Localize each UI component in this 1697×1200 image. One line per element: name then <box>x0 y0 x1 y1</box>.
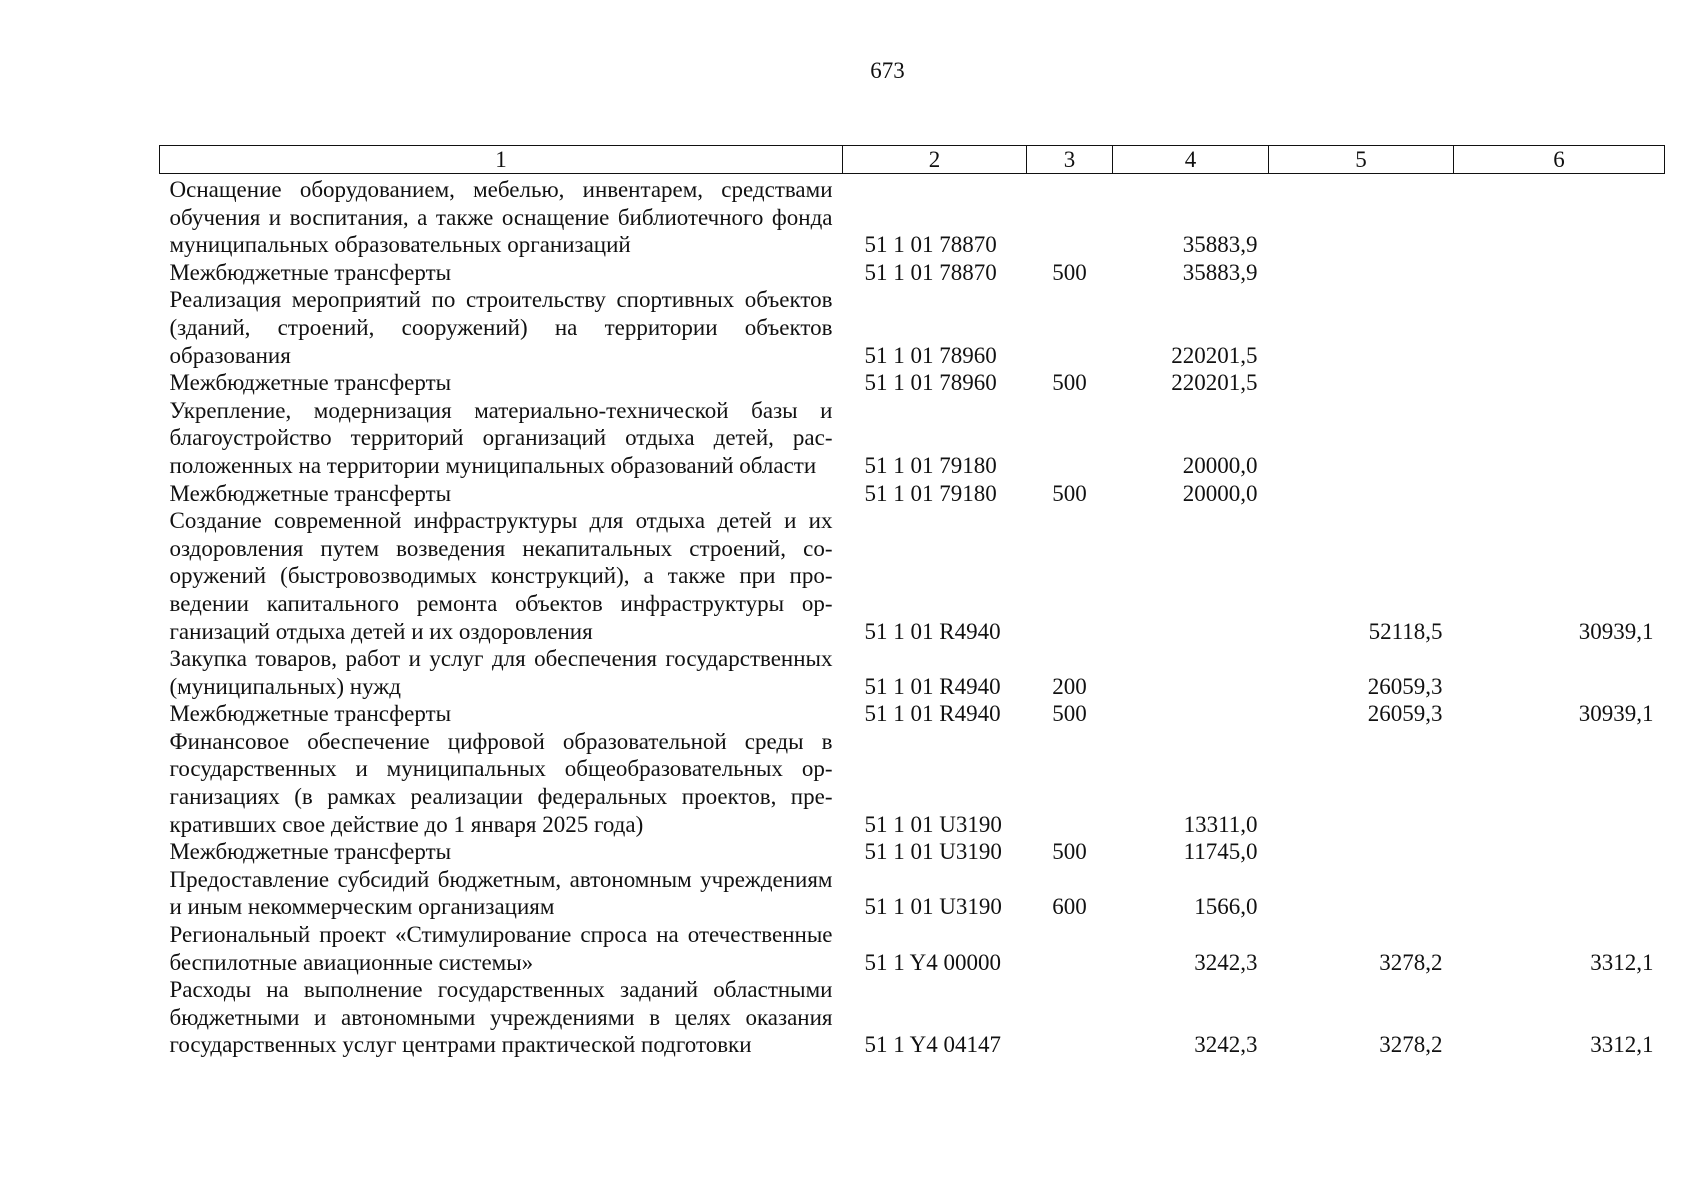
row-amount-col6 <box>1454 369 1665 397</box>
row-amount-col5 <box>1269 728 1454 838</box>
header-cell-1: 1 <box>160 146 843 174</box>
row-name: Реализация мероприятий по строительству спортивных объектов (зданий, строений, сооружений) на территории объектов образования <box>169 287 833 368</box>
row-amount-col5: 26059,3 <box>1367 673 1443 699</box>
row-amount-col5: 3278,2 <box>1379 1032 1443 1058</box>
header-cell-4: 4 <box>1113 146 1269 174</box>
row-code: 51 1 01 79180 <box>864 480 997 506</box>
row-expense-type: 500 <box>1052 701 1087 727</box>
row-amount-col6 <box>1454 174 1665 259</box>
row-amount-col6 <box>1454 480 1665 508</box>
row-amount-col4 <box>1113 645 1269 700</box>
row-code: 51 1 Y4 00000 <box>864 949 1002 975</box>
table-row <box>160 838 1665 866</box>
row-amount-col6: 30939,1 <box>1578 701 1654 727</box>
row-amount-col6 <box>1454 286 1665 369</box>
table-row <box>160 174 1665 259</box>
row-amount-col4: 3242,3 <box>1194 949 1258 975</box>
row-amount-col4: 20000,0 <box>1182 480 1258 506</box>
row-amount-col5 <box>1269 286 1454 369</box>
row-amount-col4: 3242,3 <box>1194 1032 1258 1058</box>
row-name: Межбюджетные трансферты <box>169 701 452 727</box>
row-amount-col5 <box>1269 397 1454 480</box>
row-code: 51 1 01 78960 <box>864 342 997 368</box>
header-row <box>160 146 1665 174</box>
row-amount-col4: 13311,0 <box>1183 811 1258 837</box>
row-expense-type <box>1027 976 1113 1059</box>
row-amount-col6: 3312,1 <box>1590 949 1654 975</box>
row-amount-col6 <box>1454 259 1665 287</box>
row-amount-col5 <box>1269 259 1454 287</box>
budget-table <box>159 145 1665 1059</box>
header-cell-6: 6 <box>1454 146 1665 174</box>
row-name: Оснащение оборудованием, мебелью, инвентарем, средствами обучения и воспитания, а также оснащение библиотечного фонда муниципальных образовательных организаций <box>169 177 833 258</box>
row-name: Межбюджетные трансферты <box>169 370 452 396</box>
row-expense-type <box>1027 286 1113 369</box>
row-name: Закупка товаров, работ и услуг для обеспечения государственных (муниципальных) нужд <box>169 646 833 699</box>
row-expense-type <box>1027 921 1113 976</box>
row-expense-type: 500 <box>1052 370 1087 396</box>
row-name: Укрепление, модернизация материально-технической базы и благоустройство территорий организаций отдыха детей, расположенных на территории муниципальных образований области <box>169 397 833 478</box>
row-amount-col5: 52118,5 <box>1368 618 1443 644</box>
table-row <box>160 976 1665 1059</box>
row-amount-col5 <box>1269 480 1454 508</box>
row-amount-col5 <box>1269 174 1454 259</box>
row-expense-type: 500 <box>1052 259 1087 285</box>
row-name: Финансовое обеспечение цифровой образовательной среды в государственных и муниципальных общеобразовательных организациях (в рамках реализации федеральных проектов, прекративших свое действие до 1 января 2025 года) <box>169 728 833 837</box>
table-row <box>160 645 1665 700</box>
row-amount-col4: 11745,0 <box>1183 839 1258 865</box>
header-cell-3: 3 <box>1027 146 1113 174</box>
table-row <box>160 507 1665 645</box>
table-row <box>160 369 1665 397</box>
row-code: 51 1 01 U3190 <box>864 811 1002 837</box>
row-amount-col5 <box>1269 369 1454 397</box>
row-expense-type: 200 <box>1052 673 1087 699</box>
table-row <box>160 480 1665 508</box>
row-amount-col6: 3312,1 <box>1590 1032 1654 1058</box>
row-expense-type: 500 <box>1052 839 1087 865</box>
table-row <box>160 866 1665 921</box>
row-code: 51 1 01 R4940 <box>864 701 1001 727</box>
row-amount-col5 <box>1269 838 1454 866</box>
row-code: 51 1 01 U3190 <box>864 894 1002 920</box>
row-name: Создание современной инфраструктуры для отдыха детей и их оздоровления путем возведения некапитальных строений, сооружений (быстровозводимых конструкций), а также при проведении капитального ремонта объектов инфраструктуры организаций отдыха детей и их оздоровления <box>169 508 833 644</box>
row-amount-col5: 26059,3 <box>1367 701 1443 727</box>
row-expense-type <box>1027 728 1113 838</box>
row-amount-col6 <box>1454 645 1665 700</box>
row-code: 51 1 01 R4940 <box>864 673 1001 699</box>
row-amount-col6 <box>1454 866 1665 921</box>
row-code: 51 1 01 78870 <box>864 259 997 285</box>
header-cell-2: 2 <box>843 146 1027 174</box>
row-name: Предоставление субсидий бюджетным, автономным учреждениям и иным некоммерческим организациям <box>169 866 833 920</box>
row-amount-col4 <box>1113 700 1269 728</box>
row-amount-col5 <box>1269 866 1454 921</box>
row-name: Межбюджетные трансферты <box>169 839 452 865</box>
row-amount-col4: 220201,5 <box>1171 370 1258 396</box>
table-body <box>160 174 1665 1060</box>
row-name: Расходы на выполнение государственных заданий областными бюджетными и автономными учреждениями в целях оказания государственных услуг центрами практической подготовки <box>169 977 833 1058</box>
table-row <box>160 728 1665 838</box>
row-code: 51 1 Y4 04147 <box>864 1032 1002 1058</box>
row-expense-type <box>1027 397 1113 480</box>
row-amount-col4: 35883,9 <box>1182 259 1258 285</box>
table-row <box>160 700 1665 728</box>
row-amount-col6 <box>1454 397 1665 480</box>
row-amount-col4: 35883,9 <box>1182 232 1258 258</box>
row-expense-type <box>1027 507 1113 645</box>
page-number: 673 <box>870 58 905 83</box>
row-expense-type <box>1027 174 1113 259</box>
row-code: 51 1 01 78870 <box>864 232 997 258</box>
row-amount-col4: 220201,5 <box>1171 342 1258 368</box>
row-expense-type: 500 <box>1052 480 1087 506</box>
table-row <box>160 259 1665 287</box>
row-amount-col4: 1566,0 <box>1194 894 1258 920</box>
row-amount-col5: 3278,2 <box>1379 949 1443 975</box>
table-row <box>160 286 1665 369</box>
row-amount-col6 <box>1454 838 1665 866</box>
row-name: Региональный проект «Стимулирование спроса на отечественные беспилотные авиационные системы» <box>169 922 833 975</box>
row-amount-col6: 30939,1 <box>1578 618 1654 644</box>
table-row <box>160 921 1665 976</box>
row-code: 51 1 01 U3190 <box>864 839 1002 865</box>
row-expense-type: 600 <box>1052 894 1087 920</box>
row-code: 51 1 01 R4940 <box>864 618 1001 644</box>
row-amount-col6 <box>1454 728 1665 838</box>
row-name: Межбюджетные трансферты <box>169 480 452 506</box>
row-amount-col4 <box>1113 507 1269 645</box>
row-name: Межбюджетные трансферты <box>169 259 452 285</box>
header-cell-5: 5 <box>1269 146 1454 174</box>
row-code: 51 1 01 79180 <box>864 452 997 478</box>
row-code: 51 1 01 78960 <box>864 370 997 396</box>
row-amount-col4: 20000,0 <box>1182 452 1258 478</box>
table-row <box>160 397 1665 480</box>
